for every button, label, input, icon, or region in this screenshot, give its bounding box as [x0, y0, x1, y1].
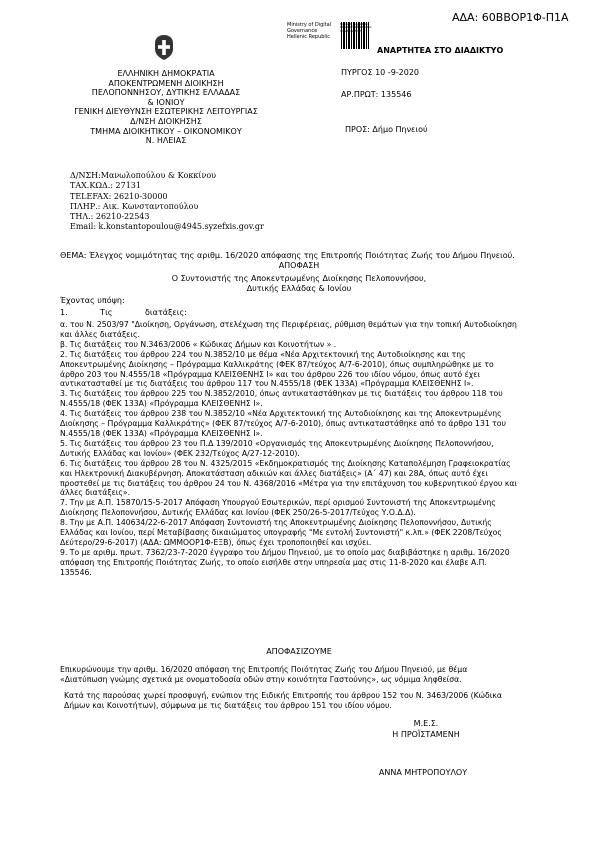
- signatory-title: Η ΠΡΟΪΣΤΑΜΕΝΗ: [392, 730, 460, 739]
- signature-detail: GOVERNANCE: [340, 28, 362, 33]
- issuer-line: ΠΕΛΟΠΟΝΝΗΣΟΥ, ΔΥΤΙΚΗΣ ΕΛΛΑΔΑΣ: [91, 88, 241, 98]
- signature-line: Hellenic Republic: [287, 33, 330, 40]
- greek-emblem-icon: [150, 33, 178, 61]
- body-line: άρθρο 203 του Ν.4555/18 «Πρόγραμμα ΚΛΕΙΣΘΕΝΗΣ Ι» και του άρθρου 226 του ιδίου νόμου, όπως αυτό έχει: [60, 369, 481, 379]
- appeal-line: Δήμων και Κοινοτήτων), σύμφωνα με τις διατάξεις του άρθρου 151 του ιδίου νόμου.: [64, 700, 392, 710]
- body-line: 2. Τις διατάξεις του άρθρου 224 του Ν.3852/10 με θέμα «Νέα Αρχιτεκτονική της Αυτοδιοίκησης και της: [60, 349, 466, 359]
- signature-line: Governance: [287, 27, 318, 34]
- signature-detail: Digitally signed by: [340, 22, 368, 26]
- authority-line: Δυτικής Ελλάδας & Ιονίου: [246, 284, 352, 293]
- signature-line: Ministry of Digital: [287, 22, 332, 28]
- issuer-line: Δ/ΝΣΗ ΔΙΟΙΚΗΣΗΣ: [130, 116, 202, 126]
- contact-line: ΤΗΛ.: 26210-22543: [70, 212, 150, 222]
- conclusion: [60, 665, 538, 685]
- protocol-number: ΑΡ.ΠΡΩΤ: 135546: [341, 90, 412, 99]
- we-decide: ΑΠΟΦΑΣΙΖΟΥΜΕ: [266, 647, 332, 656]
- body-line: 4. Τις διατάξεις του άρθρου 238 του Ν.3852/10 «Νέα Αρχιτεκτονική της Αυτοδιοίκησης και της Αποκεντρωμένης: [60, 409, 502, 419]
- contact-line: ΠΛΗΡ.: Αικ. Κωνσταντοπούλου: [70, 201, 199, 211]
- body-line: προστεθεί με τις διατάξεις του άρθρου 24 του Ν. 4368/2016 «Μέτρα για την επιτάχυνση του κυβερνητικού έργου και: [60, 478, 518, 488]
- signatory: [360, 718, 492, 740]
- contact-line: Δ/ΝΣΗ:Μανωλοπούλου & Κοκκίνου: [70, 171, 217, 180]
- body-line: Ν.4555/18 (ΦΕΚ 133Α) «Πρόγραμμα ΚΛΕΙΣΘΕΝΗΣ Ι».: [60, 428, 263, 438]
- body-line: Δεύτερο/29-6-2017) (ΑΔΑ: ΩΜΜΟΟΡ1Φ-ΕΞΒ), όπως έχει τροποποιηθεί και ισχύει.: [60, 537, 372, 547]
- decision-title: ΑΠΟΦΑΣΗ: [278, 261, 320, 270]
- body-line: α. του Ν. 2503/97 "Διοίκηση, Οργάνωση, στελέχωση της Περιφέρειας, ρύθμιση θεμάτων για την τοπική Αυτοδιοίκηση: [60, 320, 517, 329]
- body-line: Διοίκησης Πελοποννήσου, Δυτικής Ελλάδας και Ιονίου (ΦΕΚ 250/26-5-2017/Τεύχος Υ.Ο.Δ.Δ).: [60, 508, 416, 518]
- issuer-line: ΕΛΛΗΝΙΚΗ ΔΗΜΟΚΡΑΤΙΑ: [117, 69, 215, 78]
- body-line: 9. Το με αριθμ. πρωτ. 7362/23-7-2020 έγγραφο του Δήμου Πηνειού, με το οποίο μας διαβιβάστηκε η αριθμ. 16/2020: [60, 547, 510, 557]
- authority-line: Ο Συντονιστής της Αποκεντρωμένης Διοίκησης Πελοποννήσου,: [171, 274, 427, 283]
- body-line: άλλες διατάξεις».: [60, 488, 131, 498]
- issuer-line: & ΙΟΝΙΟΥ: [147, 97, 185, 107]
- appeal-notice: [64, 691, 542, 711]
- signatory-name: ΑΝΝΑ ΜΗΤΡΟΠΟΥΛΟΥ: [378, 768, 468, 777]
- body-line: 5. Τις διατάξεις του άρθρου 23 του Π.Δ 139/2010 «Οργανισμός της Αποκεντρωμένης Διοίκησης Πελοποννήσου,: [60, 438, 494, 448]
- contact-line: Email: k.konstantopoulou@4945.syzefxis.gov.gr: [70, 222, 264, 232]
- post-online-label: ΑΝΑΡΤΗΤΕΑ ΣΤΟ ΔΙΑΔΙΚΤΥΟ: [377, 46, 504, 55]
- body-line: και άλλες διατάξεις.: [60, 329, 140, 339]
- contact-line: ΤΑΧ.ΚΩΔ.: 27131: [70, 181, 141, 191]
- body-line: 6. Τις διατάξεις του άρθρου 28 του Ν. 4325/2015 «Εκδημοκρατισμός της Διοίκησης Καταπολέμηση Γραφειοκρατίας: [60, 458, 511, 468]
- body-line: Αποκεντρωμένης Διοίκησης – Πρόγραμμα Καλλικράτης (ΦΕΚ 87/τεύχος Α/7-6-2010), όπως συμπληρώθηκε με το: [60, 359, 494, 369]
- ada-code: ΑΔΑ: 60ΒΒΟΡ1Φ-Π1Α: [452, 11, 569, 24]
- body-line: και Ηλεκτρονική Διακυβέρνηση. Αποκατάσταση αδικιών και άλλες διατάξεις» (Α΄ 47) και 28Α, όπως αυτό έχει: [60, 468, 488, 478]
- body-line: Δυτικής Ελλάδας και Ιονίου» (ΦΕΚ 232/Τεύχος Α/27-12-2010).: [60, 448, 300, 458]
- issuer-line: Ν. ΗΛΕΙΑΣ: [145, 136, 187, 146]
- contact-line: TELEFAX: 26210-30000: [70, 191, 168, 201]
- issuer-header: [70, 69, 262, 146]
- body-line: Ν.4555/18 (ΦΕΚ 133Α) «Πρόγραμμα ΚΛΕΙΣΘΕΝΗΣ Ι».: [60, 399, 263, 409]
- subject: ΘΕΜΑ: Έλεγχος νομιμότητας της αριθμ. 16/2020 απόφασης της Επιτροπής Ποιότητας Ζωής του Δήμου Πηνειού.: [60, 251, 515, 260]
- place-date: ΠΥΡΓΟΣ 10 -9-2020: [341, 68, 420, 77]
- provisions-heading: 1. Τις διατάξεις:: [60, 308, 187, 317]
- body-line: 8. Την με Α.Π. 140634/22-6-2017 Απόφαση Συντονιστή της Αποκεντρωμένης Διοίκησης Πελοποννήσου, Δυτικής: [60, 518, 492, 528]
- body-line: β. Τις διατάξεις του Ν.3463/2006 « Κώδικας Δήμων και Κοινοτήτων » .: [60, 339, 337, 349]
- signature-details: [340, 23, 372, 33]
- body-line: Ελλάδας και Ιονίου, περί Μεταβίβασης δικαιώματος υπογραφής "Με εντολή Συντονιστή" κ.λπ.» (ΦΕΚ 2208/Τεύχος: [60, 528, 502, 538]
- body-line: 135546.: [60, 567, 92, 577]
- considering: Έχοντας υπόψη:: [60, 296, 125, 305]
- contact-block: [70, 171, 264, 233]
- body-line: Διοίκησης – Πρόγραμμα Καλλικράτης» (ΦΕΚ 87/τεύχος Α/7-6-2010), όπως αντικαταστάθηκε από το άρθρο 131 του: [60, 419, 506, 429]
- body-line: αντικατασταθεί με τις διατάξεις του άρθρου 117 του Ν.4555/18 (ΦΕΚ 133Α) «Πρόγραμμα ΚΛΕΙΣΘΕΝΗΣ Ι».: [60, 379, 474, 389]
- issuer-line: ΑΠΟΚΕΝΤΡΩΜΕΝΗ ΔΙΟΙΚΗΣΗ: [108, 78, 224, 88]
- body-line: απόφαση της Επιτροπής Ποιότητας Ζωής, το οποίο εισήλθε στην υπηρεσία μας στις 11-8-2020 και έλαβε Α.Π.: [60, 557, 487, 567]
- authority: [60, 274, 538, 294]
- signatory-mes: Μ.Ε.Σ.: [413, 719, 439, 728]
- appeal-line: Κατά της παρούσας χωρεί προσφυγή, ενώπιον της Ειδικής Επιτροπής του άρθρου 152 του Ν. 3463/2006 (Κώδικα: [64, 691, 502, 700]
- signature-detail: MINISTRY OF DIGITAL: [340, 25, 372, 30]
- signature-block: [287, 23, 331, 40]
- issuer-line: ΤΜΗΜΑ ΔΙΟΙΚΗΤΙΚΟΥ – ΟΙΚΟΝΟΜΙΚΟΥ: [90, 126, 242, 136]
- considerations-body: [60, 320, 538, 578]
- conclusion-line: Επικυρώνουμε την αριθμ. 16/2020 απόφαση της Επιτροπής Ποιότητας Ζωής του Δήμου Πηνειού, με θέμα: [60, 665, 468, 674]
- conclusion-line: «Διατύπωση γνώμης σχετικά με ονοματοδοσία οδών στην κοινότητα Γαστούνης», ως νόμιμα ληφθείσα.: [60, 674, 462, 684]
- body-line: 3. Τις διατάξεις του άρθρου 225 του Ν.3852/2010, όπως αντικαταστάθηκαν με τις διατάξεις του άρθρου 118 του: [60, 389, 503, 399]
- body-line: 7. Την με Α.Π. 15870/15-5-2017 Απόφαση Υπουργού Εσωτερικών, περί ορισμού Συντονιστή της Αποκεντρωμένης: [60, 498, 496, 508]
- issuer-line: ΓΕΝΙΚΗ ΔΙΕΥΘΥΝΣΗ ΕΣΩΤΕΡΙΚΗΣ ΛΕΙΤΟΥΡΓΙΑΣ: [74, 107, 258, 117]
- recipient: ΠΡΟΣ: Δήμο Πηνειού: [345, 125, 428, 134]
